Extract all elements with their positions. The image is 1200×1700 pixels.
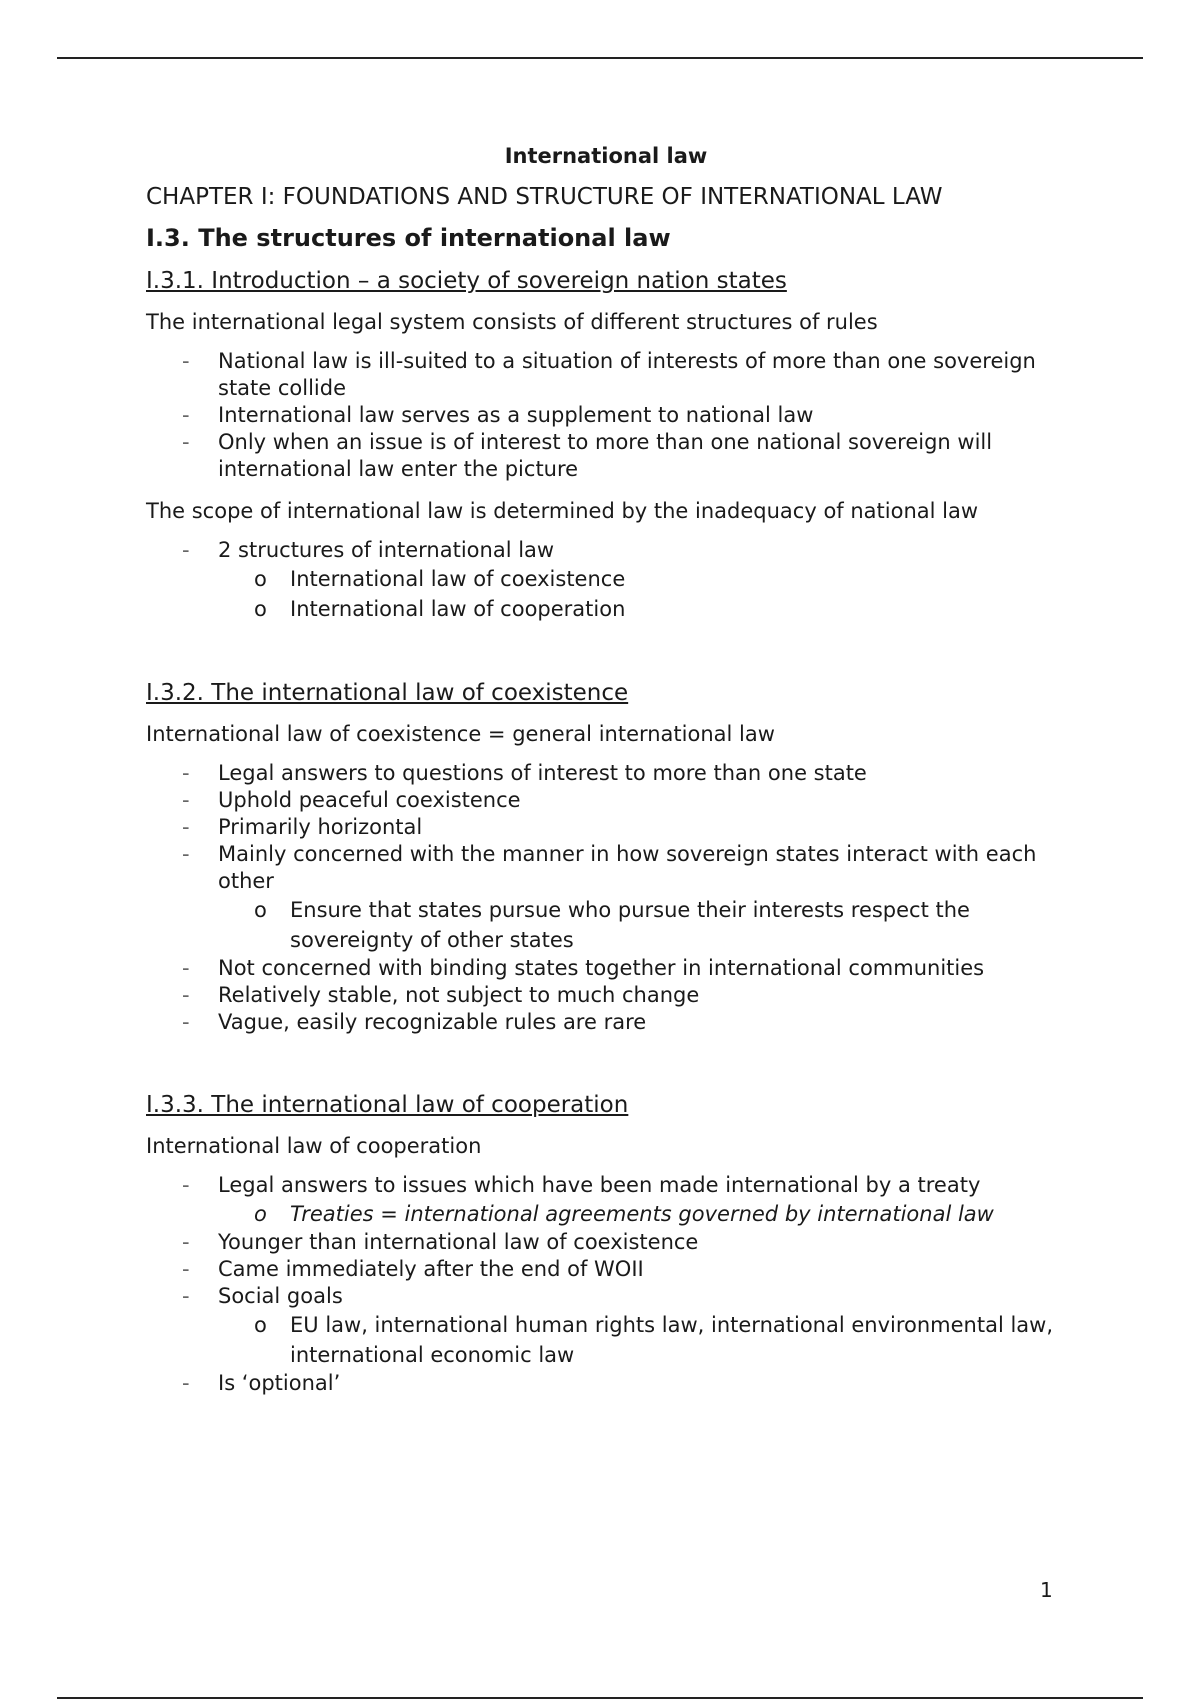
list-item: - National law is ill-suited to a situation of interests of more than one sovereign state collide	[146, 348, 1066, 402]
paragraph: The scope of international law is determined by the inadequacy of national law	[146, 499, 979, 523]
list-item	[146, 1283, 1066, 1370]
list-item-text: Mainly concerned with the manner in how sovereign states interact with each other	[218, 842, 1037, 893]
list-item: - Came immediately after the end of WOII	[146, 1256, 1066, 1283]
list-item: - Legal answers to questions of interest to more than one state	[146, 760, 1066, 787]
nested-list	[218, 564, 1066, 624]
list-item: - Younger than international law of coexistence	[146, 1229, 1066, 1256]
page-number: 1	[1040, 1578, 1053, 1602]
list-item	[146, 841, 1066, 955]
list-item-text: 2 structures of international law	[218, 538, 555, 562]
document-title: International law	[504, 144, 708, 168]
list-item: - Not concerned with binding states together in international communities	[146, 955, 1066, 982]
list-item	[146, 1172, 1066, 1229]
nested-item: o International law of coexistence	[218, 564, 1066, 594]
subsection-heading-1: I.3.1. Introduction – a society of sovereign nation states	[146, 268, 787, 294]
paragraph: International law of coexistence = general international law	[146, 722, 775, 746]
subsection-heading-3: I.3.3. The international law of cooperation	[146, 1092, 629, 1118]
bullet-list	[146, 1172, 1066, 1397]
nested-item: o EU law, international human rights law, international environmental law, international economic law	[218, 1310, 1066, 1370]
document-body	[146, 144, 1066, 1413]
list-item: - International law serves as a supplement to national law	[146, 402, 1066, 429]
nested-item: o Ensure that states pursue who pursue their interests respect the sovereignty of other states	[218, 895, 1066, 955]
list-item-text: Social goals	[218, 1284, 343, 1308]
paragraph: International law of cooperation	[146, 1134, 482, 1158]
list-item-text: Legal answers to issues which have been made international by a treaty	[218, 1173, 981, 1197]
list-item: - Only when an issue is of interest to more than one national sovereign will international law enter the picture	[146, 429, 1066, 483]
nested-list	[218, 1199, 1066, 1229]
list-item: - Vague, easily recognizable rules are rare	[146, 1009, 1066, 1036]
nested-list	[218, 1310, 1066, 1370]
nested-item: o International law of cooperation	[218, 594, 1066, 624]
nested-list	[218, 895, 1066, 955]
list-item: - Relatively stable, not subject to much change	[146, 982, 1066, 1009]
list-item: - Uphold peaceful coexistence	[146, 787, 1066, 814]
subsection-heading-2: I.3.2. The international law of coexistence	[146, 680, 629, 706]
nested-item: o Treaties = international agreements governed by international law	[218, 1199, 1066, 1229]
header-rule	[57, 57, 1143, 59]
footer-rule	[57, 1697, 1143, 1699]
list-item	[146, 537, 1066, 624]
bullet-list	[146, 348, 1066, 483]
bullet-list	[146, 537, 1066, 624]
section-heading: I.3. The structures of international law	[146, 224, 671, 252]
list-item: - Primarily horizontal	[146, 814, 1066, 841]
chapter-heading: CHAPTER I: FOUNDATIONS AND STRUCTURE OF INTERNATIONAL LAW	[146, 184, 943, 210]
paragraph: The international legal system consists of different structures of rules	[146, 310, 878, 334]
list-item: - Is ‘optional’	[146, 1370, 1066, 1397]
bullet-list	[146, 760, 1066, 1036]
